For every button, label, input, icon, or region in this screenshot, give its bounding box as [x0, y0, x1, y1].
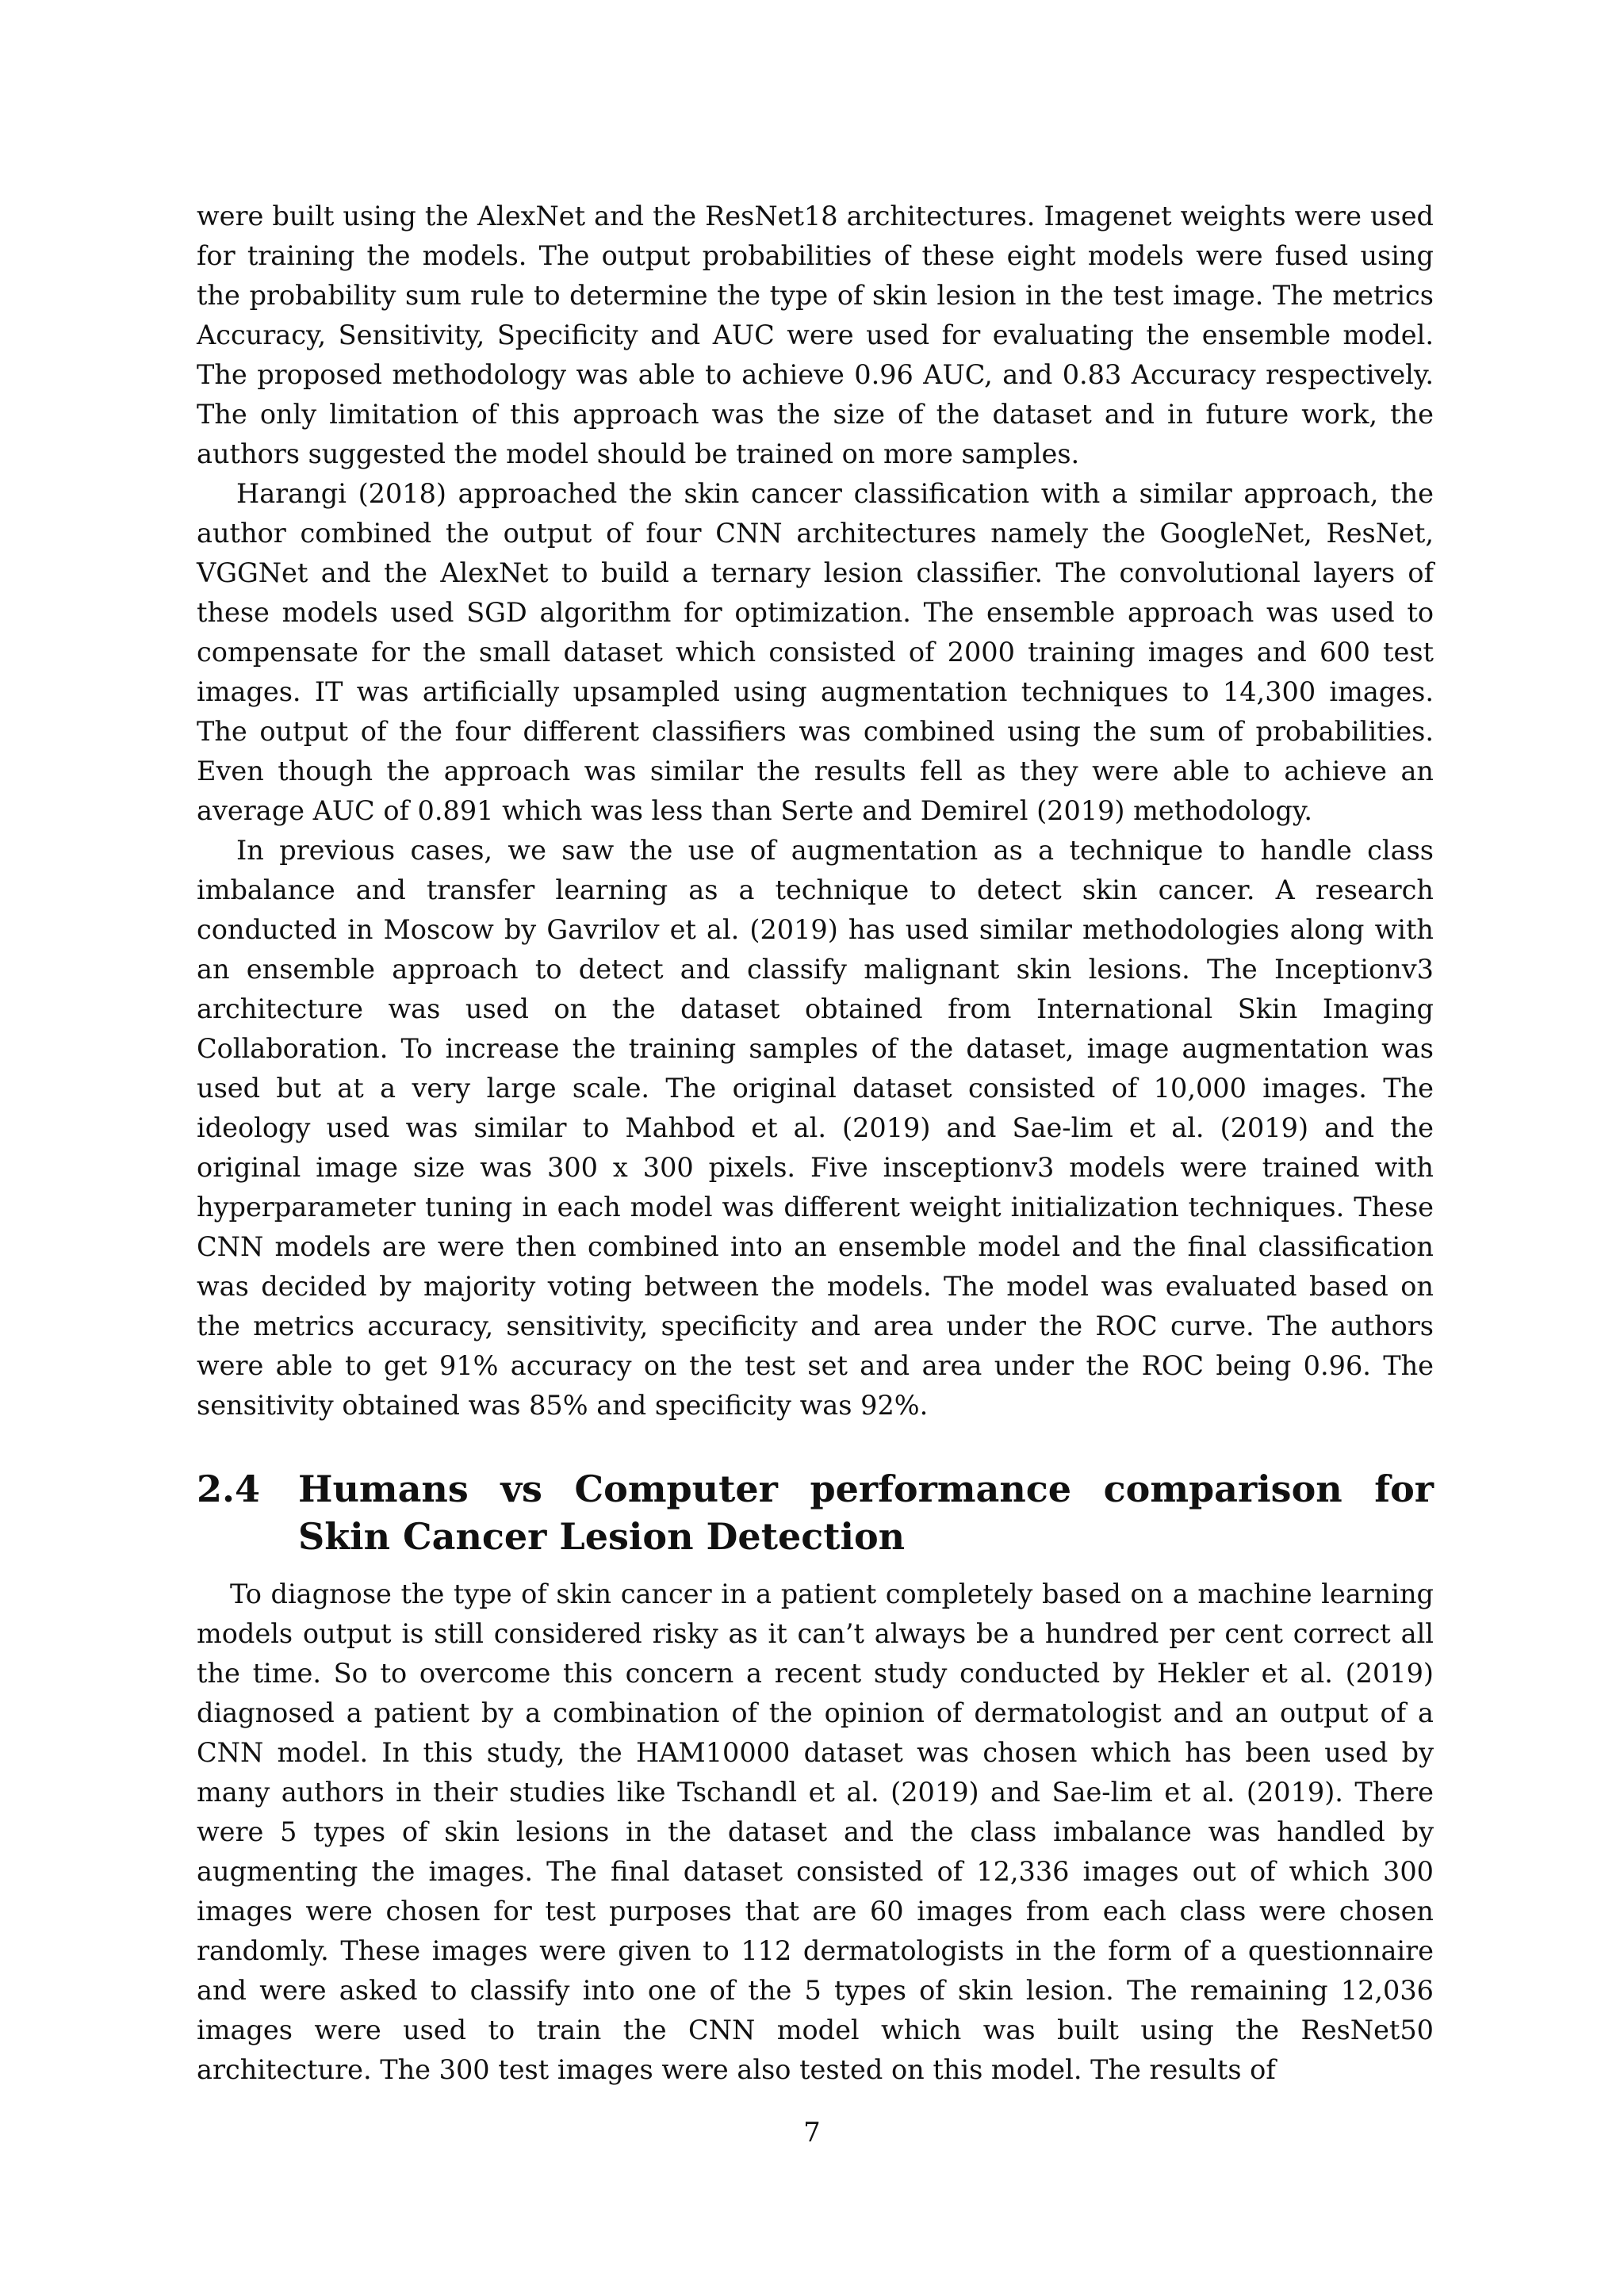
paragraph-hekler: To diagnose the type of skin cancer in a patient completely based on a machine learning models output is still considered risky as it can’t always be a hundred per cent correct all the time. So to overcome this concern a recent study conducted by Hekler et al. (2019) diagnosed a patient by a combination of the opinion of dermatologist and an output of a CNN model. In this study, the HAM10000 dataset was chosen which has been used by many authors in their studies like Tschandl et al. (2019) and Sae-lim et al. (2019). There were 5 types of skin lesions in the dataset and the class imbalance was handled by augmenting the images. The final dataset consisted of 12,336 images out of which 300 images were chosen for test purposes that are 60 images from each class were chosen randomly. These images were given to 112 dermatologists in the form of a questionnaire and were asked to classify into one of the 5 types of skin lesion. The remaining 12,036 images were used to train the CNN model which was built using the ResNet50 architecture. The 300 test images were also tested on this model. The results of [197, 1578, 1434, 2085]
section-number: 2.4 [197, 1468, 261, 1510]
page-number: 7 [803, 2117, 821, 2149]
paragraph-harangi: Harangi (2018) approached the skin cancer classification with a similar approach, the author combined the output of four CNN architectures namely the GoogleNet, ResNet, VGGNet and the AlexNet to build a ternary lesion classifier. The convolutional layers of these models used SGD algorithm for optimization. The ensemble approach was used to compensate for the small dataset which consisted of 2000 training images and 600 test images. IT was artificially upsampled using augmentation techniques to 14,300 images. The output of the four different classifiers was combined using the sum of probabilities. Even though the approach was similar the results fell as they were able to achieve an average AUC of 0.891 which was less than Serte and Demirel (2019) methodology. [197, 478, 1434, 826]
page-body [197, 197, 1434, 2090]
paragraph-continuation: were built using the AlexNet and the ResNet18 architectures. Imagenet weights were used for training the models. The output probabilities of these eight models were fused using the probability sum rule to determine the type of skin lesion in the test image. The metrics Accuracy, Sensitivity, Specificity and AUC were used for evaluating the ensemble model. The proposed methodology was able to achieve 0.96 AUC, and 0.83 Accuracy respectively. The only limitation of this approach was the size of the dataset and in future work, the authors suggested the model should be trained on more samples. [197, 201, 1434, 469]
section-heading [197, 1465, 1434, 1560]
section-title: Humans vs Computer performance comparison for Skin Cancer Lesion Detection [298, 1468, 1434, 1558]
paragraph-gavrilov: In previous cases, we saw the use of augmentation as a technique to handle class imbalance and transfer learning as a technique to detect skin cancer. A research conducted in Moscow by Gavrilov et al. (2019) has used similar methodologies along with an ensemble approach to detect and classify malignant skin lesions. The Inceptionv3 architecture was used on the dataset obtained from International Skin Imaging Collaboration. To increase the training samples of the dataset, image augmentation was used but at a very large scale. The original dataset consisted of 10,000 images. The ideology used was similar to Mahbod et al. (2019) and Sae-lim et al. (2019) and the original image size was 300 x 300 pixels. Five insceptionv3 models were trained with hyperparameter tuning in each model was different weight initialization techniques. These CNN models are were then combined into an ensemble model and the final classification was decided by majority voting between the models. The model was evaluated based on the metrics accuracy, sensitivity, specificity and area under the ROC curve. The authors were able to get 91% accuracy on the test set and area under the ROC being 0.96. The sensitivity obtained was 85% and specificity was 92%. [197, 835, 1434, 1421]
